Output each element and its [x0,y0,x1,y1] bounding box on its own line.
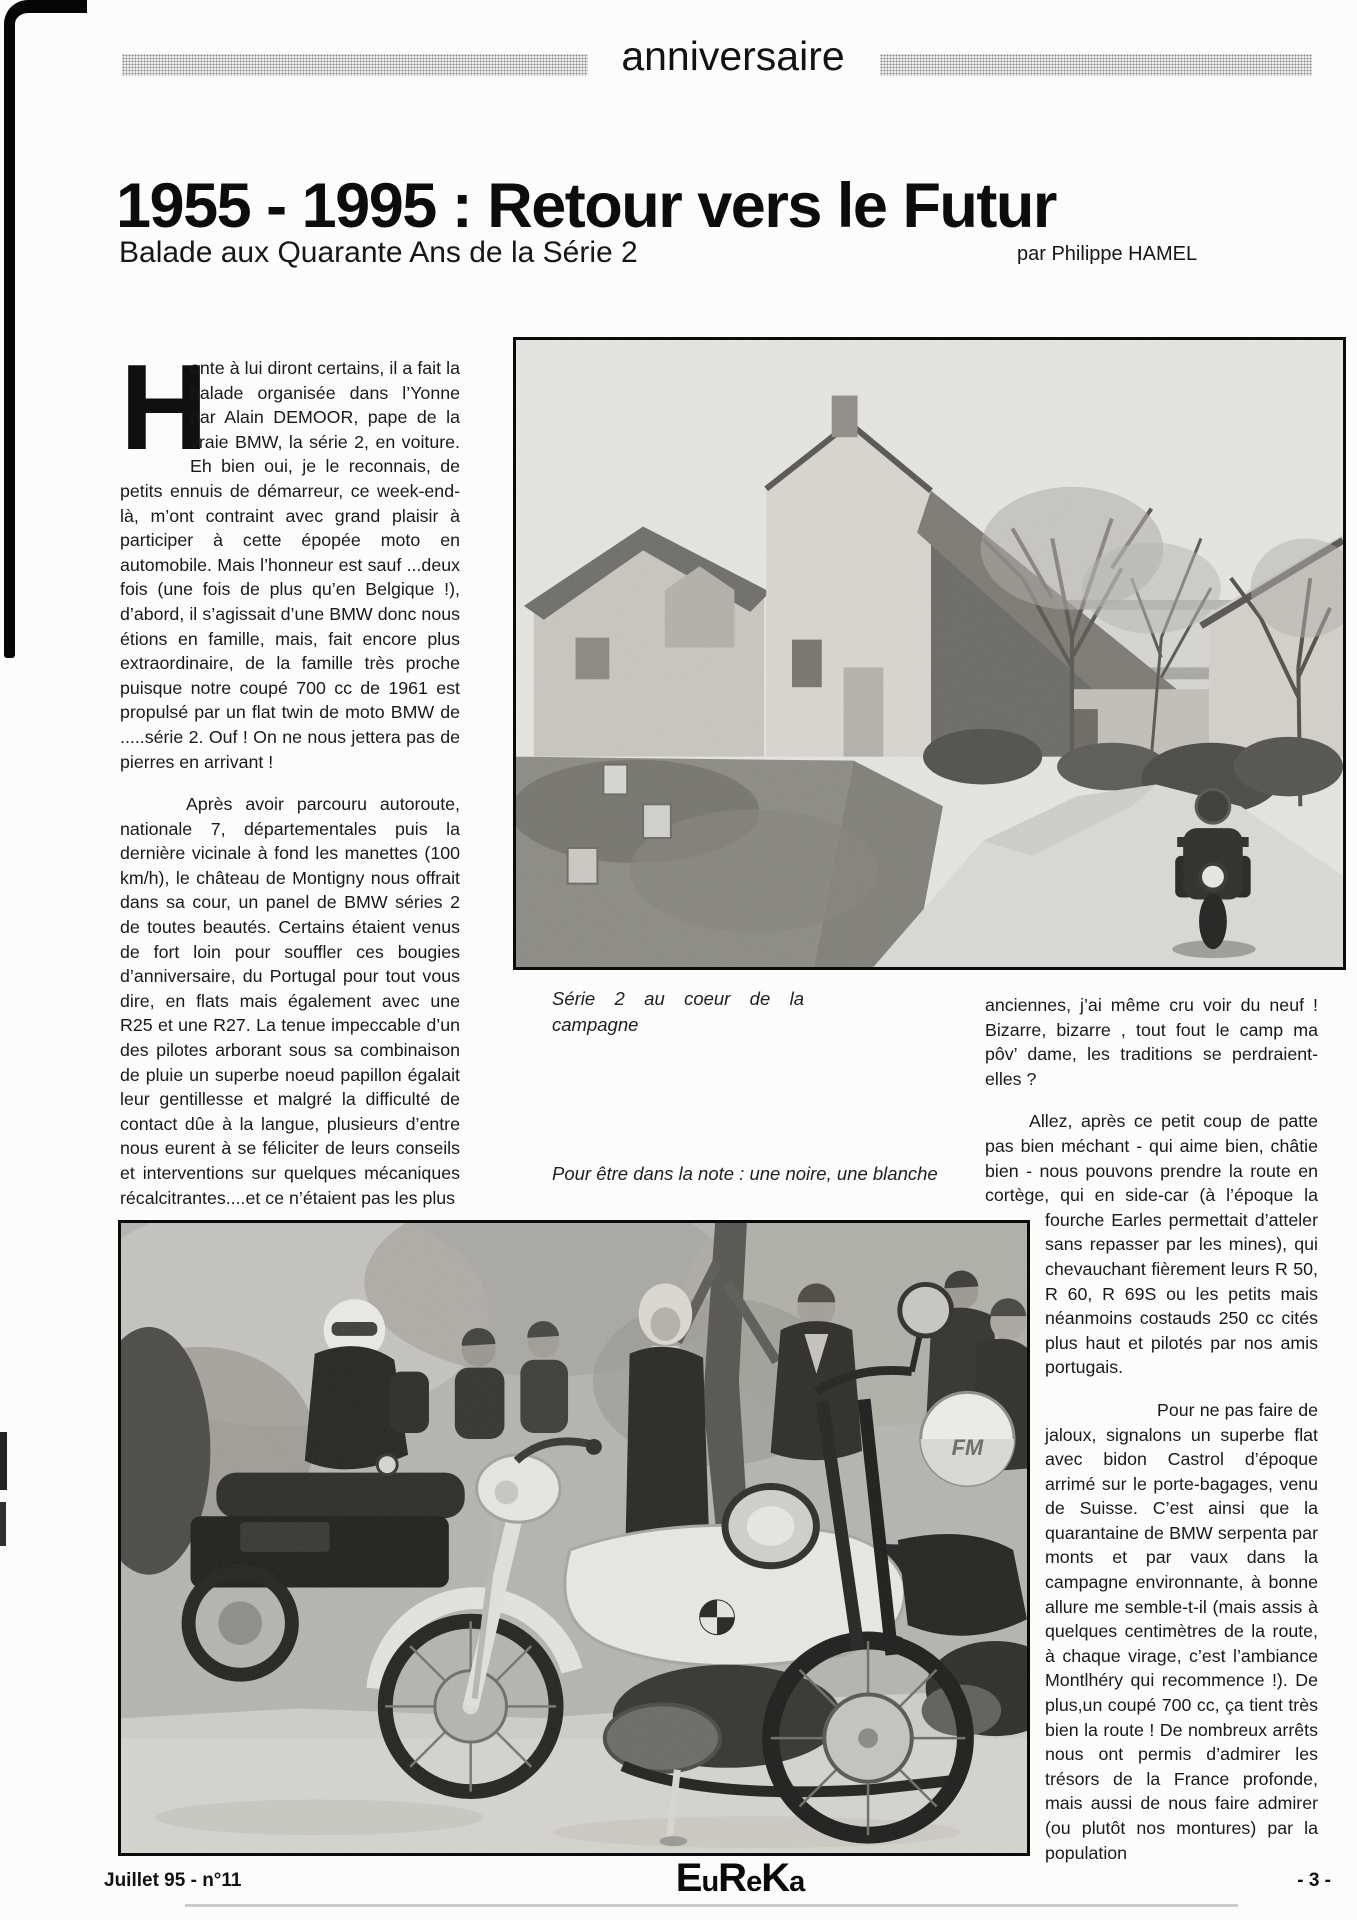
text-column-right [985,993,1318,1888]
page-number: - 3 - [1297,1870,1331,1891]
halftone-bar-right [880,54,1312,76]
photo-grain [121,1223,1027,1853]
bottom-photo [118,1220,1030,1856]
footer-issue-date: Juillet 95 - n°11 [104,1870,242,1891]
logo-letter: u [701,1866,719,1898]
article-subtitle: Balade aux Quarante Ans de la Série 2 [119,236,638,269]
scan-spine-bar [4,48,15,658]
paragraph-4: Allez, après ce petit coup de patte pas bien méchant - qui aime bien, châtie bien - nous pouvons prendre la route en cortège, qui en side-car (à l’époque la fourche Earles permettait d’atteler sans repasser par les mines), qui chevauchant fièrement leurs R 50, R 60, R 69S ou les petits mais néanmoins costauds 250 cc cités plus haut et pilotés par nos amis portugais. [985,1111,1318,1378]
article-title: 1955 - 1995 : Retour vers le Futur [116,171,1056,242]
text-column-left [120,356,460,1218]
top-photo-caption: Série 2 au coeur de la campagne [552,988,804,1035]
paragraph-1-text: onte à lui diront certains, il a fait la balade organisée dans l’Yonne par Alain DEMOOR, pape de la vraie BMW, la série 2, en voiture. Eh bien oui, je le reconnais, de petits ennuis de démarreur, ce week-end-là, m’ont contraint avec grand plaisir à participer à cette épopée moto en automobile. Mais l’honneur est sauf ...deux fois (une fois de plus qu’en Belgique !), d’abord, il s’agissait d’une BMW donc nous étions en famille, mais, fait encore plus extraordinaire, de la famille très proche puisque notre coupé 700 cc de 1961 est propulsé par un flat twin de moto BMW de .....série 2. Ouf ! On ne nous jettera pas de pierres en arrivant ! [120,358,460,772]
bottom-photo-caption: Pour être dans la note : une noire, une blanche [552,1163,938,1184]
paragraph-5: Pour ne pas faire de jaloux, signalons un superbe flat avec bidon Castrol d’époque arrimé sur le porte-bagages, venu de Suisse. C’est ainsi que la quarantaine de BMW serpenta par monts et par vaux dans la campagne environnante, à bonne allure me semble-t-il (mais assis à quelques centimètres de la route, à chaque virage, c’est l’ambiance Montlhéry qui recommence !). De plus,un coupé 700 cc, ça tient très bien la route ! De nombreux arrêts nous ont permis d’admirer les trésors de la France profonde, mais aussi de nous faire admirer (ou plutôt nos montures) par la population [1045,1399,1318,1863]
scan-corner-mark [4,0,87,83]
dropcap-letter: H [120,356,209,475]
paragraph-3: anciennes, j’ai même cru voir du neuf ! Bizarre, bizarre , tout fout le camp ma pôv’ dame, les traditions se perdraient-elles ? [985,995,1318,1089]
photo-grain [516,340,1343,967]
top-photo-illustration [516,340,1343,967]
logo-letter: E [675,1856,702,1900]
bottom-photo-illustration [121,1223,1027,1853]
scan-edge-mark [0,1432,7,1490]
section-kicker: anniversaire [621,33,845,79]
paragraph-1 [120,356,460,774]
logo-letter: a [789,1866,805,1898]
logo-letter: R [718,1856,747,1900]
scan-edge-mark [0,1502,6,1546]
paragraph-2: Après avoir parcouru autoroute, nationale 7, départementales puis la dernière vicinale à fond les manettes (100 km/h), le château de Montigny nous offrait dans sa cour, un panel de BMW séries 2 de toutes beautés. Certains étaient venus de fort loin pour souffler ces bougies d’anniversaire, du Portugal pour tout vous dire, en flats mais également avec une R25 et une R27. La tenue impeccable d’un des pilotes arborant sous sa combinaison de pluie un superbe noeud papillon égalait leur gentillesse et malgré la difficulté de contact dûe à la langue, plusieurs d’entre nous eurent à se féliciter de leurs conseils et interventions sur quelques mécaniques récalcitrantes....et ce n’étaient pas les plus [120,794,460,1208]
logo-letter: e [746,1866,762,1898]
article-byline: par Philippe HAMEL [1017,243,1198,265]
magazine-logo [640,1856,840,1904]
logo-letter: K [761,1856,790,1900]
top-photo [513,337,1346,970]
footer-rule [185,1904,1238,1907]
helmet-label: FM [951,1434,984,1460]
halftone-bar-left [122,54,588,76]
